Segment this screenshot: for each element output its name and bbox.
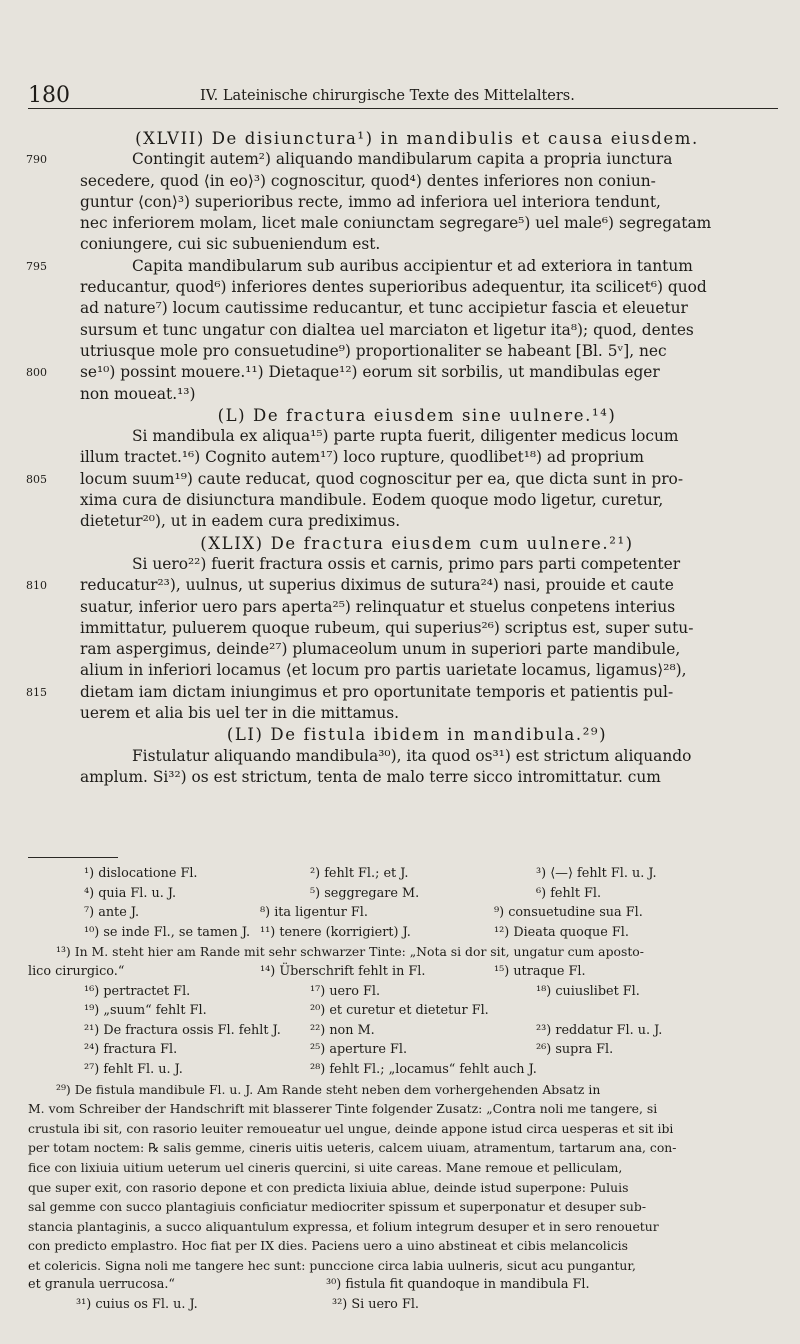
text-line xyxy=(26,469,754,490)
footnote-line: per totam noctem: ℞ salis gemme, cineris uitis ueteris, calcem uiuam, atramentum, tartarum ana, con- xyxy=(28,1140,677,1156)
running-title: IV. Lateinische chirurgische Texte des Mittelalters. xyxy=(200,88,575,104)
line-text: (XLIX) De fractura eiusdem cum uulnere.²¹) xyxy=(200,533,634,553)
text-line xyxy=(26,682,754,703)
text-line xyxy=(80,234,754,255)
line-text: suatur, inferior uero pars aperta²⁵) relinquatur et stuelus conpetens interius xyxy=(80,597,676,616)
line-text: secedere, quod ⟨in eo⟩³) cognoscitur, quod⁴) dentes inferiores non coniun- xyxy=(80,171,656,190)
line-text: dietetur²⁰), ut in eadem cura prediximus. xyxy=(80,512,401,531)
footnote-entry: ²⁴) fractura Fl. xyxy=(84,1042,178,1058)
line-text: amplum. Si³²) os est strictum, tenta de malo terre sicco intromittatur. cum xyxy=(80,767,661,786)
footnote-entry: et granula uerrucosa.“ xyxy=(28,1277,175,1293)
text-line xyxy=(80,384,754,405)
line-text: (XLVII) De disiunctura¹) in mandibulis et causa eiusdem. xyxy=(135,129,699,148)
footnote-entry: ²⁰) et curetur et dietetur Fl. xyxy=(310,1003,489,1019)
line-text: Si uero²²) fuerit fractura ossis et carnis, primo pars parti competenter xyxy=(132,554,681,573)
line-text: locum suum¹⁹) caute reducat, quod cognoscitur per ea, que dicta sunt in pro- xyxy=(80,469,684,488)
text-line xyxy=(80,511,754,532)
footnote-line: et colericis. Signa noli me tangere hec sunt: punccione circa labia uulneris, sicut acu pungantur, xyxy=(28,1257,636,1273)
footnote-entry: ⁶) fehlt Fl. xyxy=(536,885,602,901)
text-line xyxy=(80,660,754,681)
text-line xyxy=(80,298,754,319)
footnote-row xyxy=(28,1021,756,1041)
line-text: xima cura de disiunctura mandibule. Eodem quoque modo ligetur, curetur, xyxy=(80,491,664,510)
footnote-row xyxy=(28,923,756,943)
footnote-entry: ⁴) quia Fl. u. J. xyxy=(84,885,177,901)
section-heading xyxy=(80,724,754,745)
running-header xyxy=(28,84,778,109)
line-text: dietam iam dictam iniungimus et pro oportunitate temporis et patientis pul- xyxy=(80,682,674,701)
footnotes xyxy=(28,864,756,1315)
footnote-line: fice con lixiuia uitium ueterum uel cineris quercini, si uite careas. Mane remoue et pelliculam, xyxy=(28,1159,623,1175)
line-text: coniungere, cui sic subueniendum est. xyxy=(80,235,381,254)
footnote-entry: ¹⁶) pertractet Fl. xyxy=(84,983,191,999)
line-text: non moueat.¹³) xyxy=(80,384,196,403)
footnote-entry: ²⁶) supra Fl. xyxy=(536,1042,614,1058)
footnote-line: con predicto emplastro. Hoc fiat per IX dies. Paciens uero a uino abstineat et cibis melancolicis xyxy=(28,1238,628,1254)
footnote-entry: ³) ⟨—⟩ fehlt Fl. u. J. xyxy=(536,866,657,881)
line-text: ad nature⁷) locum cautissime reducantur, et tunc accipietur fascia et eleuetur xyxy=(80,299,688,318)
footnote-entry: ¹⁸) cuiuslibet Fl. xyxy=(536,983,640,999)
footnote-entry: ¹⁰) se inde Fl., se tamen J. xyxy=(84,924,251,940)
text-line xyxy=(80,703,754,724)
footnote-entry: ¹²) Dieata quoque Fl. xyxy=(494,924,629,940)
footnote-row xyxy=(28,1275,756,1295)
text-line xyxy=(80,639,754,660)
footnote-entry: ⁷) ante J. xyxy=(84,905,140,921)
text-line xyxy=(80,618,754,639)
text-line xyxy=(80,341,754,362)
footnote-entry: ¹¹) tenere (korrigiert) J. xyxy=(260,924,411,940)
footnote-entry: ³¹) cuius os Fl. u. J. xyxy=(76,1297,198,1313)
footnote-line: ²⁹) De fistula mandibule Fl. u. J. Am Rande steht neben dem vorhergehenden Absatz in xyxy=(56,1081,601,1097)
section-heading xyxy=(80,128,754,149)
line-text: se¹⁰) possint mouere.¹¹) Dietaque¹²) eorum sit sorbilis, ut mandibulas eger xyxy=(80,363,660,382)
text-line xyxy=(80,447,754,468)
line-text: illum tractet.¹⁶) Cognito autem¹⁷) loco rupture, quodlibet¹⁸) ad proprium xyxy=(80,448,644,467)
footnote-row xyxy=(28,884,756,904)
footnote-entry: ²) fehlt Fl.; et J. xyxy=(310,866,409,881)
text-line xyxy=(26,575,754,596)
footnote-entry: ¹⁷) uero Fl. xyxy=(310,983,381,999)
line-text: Fistulatur aliquando mandibula³⁰), ita quod os³¹) est strictum aliquando xyxy=(132,746,692,765)
footnote-entry: ²⁵) aperture Fl. xyxy=(310,1042,408,1058)
footnote-entry: ²⁷) fehlt Fl. u. J. xyxy=(84,1061,183,1077)
footnote-entry: lico cirurgico.“ xyxy=(28,963,125,979)
footnote-entry: ¹⁹) „suum“ fehlt Fl. xyxy=(84,1003,207,1019)
line-number: 805 xyxy=(26,472,47,486)
line-text: utriusque mole pro consuetudine⁹) proportionaliter se habeant [Bl. 5ᵛ], nec xyxy=(80,341,667,360)
section-heading xyxy=(80,533,754,554)
main-text xyxy=(26,128,754,788)
text-line xyxy=(80,171,754,192)
footnote-entry: ⁵) seggregare M. xyxy=(310,885,420,901)
line-text: uerem et alia bis uel ter in die mittamus. xyxy=(80,704,400,723)
line-text: nec inferiorem molam, licet male coniunctam segregare⁵) uel male⁶) segregatam xyxy=(80,214,712,233)
footnote-line: que super exit, con rasorio depone et con predicta lixiuia ablue, deinde istud superpone: Puluis xyxy=(28,1179,629,1195)
text-line xyxy=(80,192,754,213)
footnote-row xyxy=(28,1040,756,1060)
footnote-row xyxy=(28,962,756,982)
footnote-entry: ²¹) De fractura ossis Fl. fehlt J. xyxy=(84,1022,281,1038)
section-heading xyxy=(80,405,754,426)
footnote-entry: ¹) dislocatione Fl. xyxy=(84,866,198,881)
text-line xyxy=(80,597,754,618)
text-line xyxy=(26,256,754,277)
line-text: reducantur, quod⁶) inferiores dentes superioribus adequentur, ita scilicet⁶) quod xyxy=(80,278,707,297)
text-line xyxy=(80,490,754,511)
footnote-row xyxy=(28,1001,756,1021)
line-text: (LI) De fistula ibidem in mandibula.²⁹) xyxy=(226,725,608,745)
footnote-entry: ¹⁴) Überschrift fehlt in Fl. xyxy=(260,963,426,979)
line-number: 795 xyxy=(26,259,47,273)
line-text: sursum et tunc ungatur con dialtea uel marciaton et ligetur ita⁸); quod, dentes xyxy=(80,320,694,339)
text-line xyxy=(80,554,754,575)
text-line xyxy=(26,149,754,170)
text-line xyxy=(80,746,754,767)
footnote-row xyxy=(28,903,756,923)
text-line xyxy=(80,213,754,234)
footnote-entry: ³²) Si uero Fl. xyxy=(332,1297,419,1313)
line-text: Contingit autem²) aliquando mandibularum capita a propria iunctura xyxy=(132,150,673,169)
text-line xyxy=(80,277,754,298)
line-text: reducatur²³), uulnus, ut superius diximus de sutura²⁴) nasi, prouide et caute xyxy=(80,576,674,595)
footnote-line: crustula ibi sit, con rasorio leuiter remoueatur uel ungue, deinde appone istud circa uesperas et sit ibi xyxy=(28,1120,674,1136)
footnote-entry: ²²) non M. xyxy=(310,1022,375,1038)
footnote-entry: ⁹) consuetudine sua Fl. xyxy=(494,905,643,921)
line-number: 790 xyxy=(26,153,47,167)
line-text: Capita mandibularum sub auribus accipientur et ad exteriora in tantum xyxy=(132,256,693,275)
line-number: 800 xyxy=(26,366,47,380)
line-text: (L) De fractura eiusdem sine uulnere.¹⁴) xyxy=(217,405,617,425)
footnote-entry: ²⁸) fehlt Fl.; „locamus“ fehlt auch J. xyxy=(310,1061,537,1077)
footnote-entry: ³⁰) fistula fit quandoque in mandibula Fl. xyxy=(326,1277,590,1293)
text-line xyxy=(26,362,754,383)
footnote-row xyxy=(28,864,756,884)
footnote-line: sal gemme con succo plantagiuis conficiatur mediocriter spissum et superponatur et desuper sub- xyxy=(28,1199,647,1215)
line-text: ram aspergimus, deinde²⁷) plumaceolum unum in superiori parte mandibule, xyxy=(80,640,681,659)
page-number: 180 xyxy=(28,83,70,108)
text-line xyxy=(80,320,754,341)
footnote-line: ¹³) In M. steht hier am Rande mit sehr schwarzer Tinte: „Nota si dor sit, ungatur cum aposto- xyxy=(56,944,644,960)
line-number: 815 xyxy=(26,685,47,699)
footnote-row xyxy=(28,1060,756,1080)
line-text: alium in inferiori locamus ⟨et locum pro partis uarietate locamus, ligamus⟩²⁸), xyxy=(80,661,687,680)
line-number: 810 xyxy=(26,579,47,593)
footnote-row xyxy=(28,1295,756,1315)
footnote-entry: ²³) reddatur Fl. u. J. xyxy=(536,1022,663,1038)
text-line xyxy=(80,767,754,788)
line-text: guntur ⟨con⟩³) superioribus recte, immo ad inferiora uel interiora tendunt, xyxy=(80,192,661,211)
footnote-row xyxy=(28,982,756,1002)
footnote-rule xyxy=(28,857,118,858)
footnote-line: stancia plantaginis, a succo aliquantulum expressa, et folium integrum desuper et in sero renouetur xyxy=(28,1218,659,1234)
footnote-entry: ⁸) ita ligentur Fl. xyxy=(260,905,368,921)
footnote-entry: ¹⁵) utraque Fl. xyxy=(494,963,586,979)
line-text: Si mandibula ex aliqua¹⁵) parte rupta fuerit, diligenter medicus locum xyxy=(132,427,679,446)
footnote-line: M. vom Schreiber der Handschrift mit blasserer Tinte folgender Zusatz: „Contra noli me tangere, si xyxy=(28,1101,658,1117)
line-text: immittatur, puluerem quoque rubeum, qui superius²⁶) scriptus est, super sutu- xyxy=(80,618,694,637)
text-line xyxy=(80,426,754,447)
